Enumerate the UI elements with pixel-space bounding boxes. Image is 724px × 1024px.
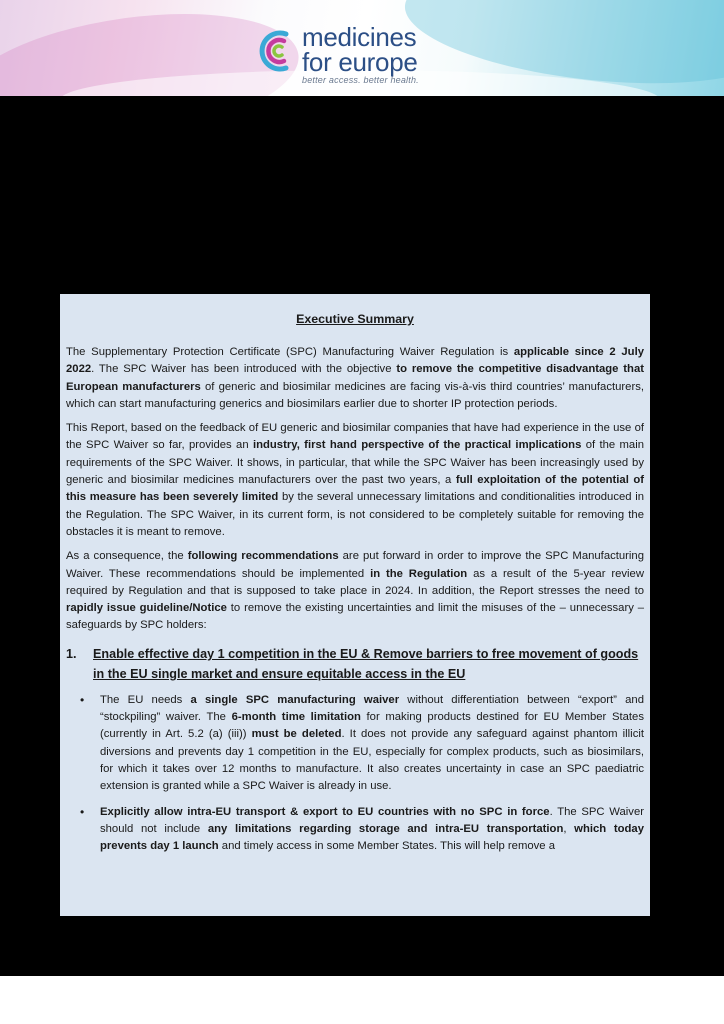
bullet-text bbox=[100, 804, 644, 856]
text-run-bold: following recommendations bbox=[187, 550, 339, 563]
text-run: . The SPC Waiver has been introduced with the objective bbox=[91, 363, 397, 376]
list-item bbox=[66, 804, 644, 856]
text-run: are put forward in order to improve the SPC Manufacturing Waiver. These recommendations should be implemented bbox=[66, 550, 645, 580]
text-run-bold: must be deleted bbox=[251, 728, 342, 741]
text-run: for making products destined for EU Member States (currently in Art. 5.2 (a) (iii)) bbox=[100, 711, 644, 741]
text-run: without differentiation between “export” and “stockpiling” waiver. The bbox=[100, 693, 644, 724]
text-run-bold: full exploitation of the potential of this measure has been severely limited bbox=[66, 474, 644, 504]
text-run: As a consequence, the bbox=[66, 550, 188, 563]
executive-summary-box bbox=[60, 294, 650, 916]
summary-paragraph-2 bbox=[66, 420, 644, 541]
logo-word-medicines: medicines bbox=[302, 22, 417, 52]
text-run-bold: 6-month time limitation bbox=[231, 711, 361, 724]
text-run-bold: Explicitly allow intra-EU transport & export to EU countries with no SPC in force bbox=[100, 805, 550, 818]
text-run: This Report, based on the feedback of EU generic and biosimilar companies that have had experience in the use of the SPC Waiver so far, provides an bbox=[66, 422, 644, 452]
text-run-bold: a single SPC manufacturing waiver bbox=[190, 693, 400, 706]
text-run-bold: applicable since 2 July 2022 bbox=[66, 346, 644, 376]
logo-tagline: better access. better health. bbox=[302, 75, 419, 85]
text-run: . It does not provide any safeguard against phantom illicit diversions and prevents day 1 competition in the EU, especially for complex products, such as biosimilars, for which it takes over 12 months to manufacture. It also creates uncertainty in case an SPC paediatric extension is granted while a SPC Waiver is already in use. bbox=[100, 728, 644, 793]
text-run-bold: in the Regulation bbox=[370, 567, 468, 580]
text-run: and timely access in some Member States. This will help remove a bbox=[218, 840, 555, 853]
recommendation-1-heading bbox=[66, 644, 644, 684]
logo-word-for-europe: for europe bbox=[302, 47, 418, 77]
text-run-bold: industry, first hand perspective of the practical implications bbox=[252, 439, 582, 452]
text-run-bold: to remove the competitive disadvantage that European manufacturers bbox=[66, 363, 644, 393]
text-run: . The SPC Waiver should not include bbox=[100, 805, 645, 835]
text-run-bold: any limitations regarding storage and intra-EU transportation bbox=[207, 822, 564, 835]
text-run: The Supplementary Protection Certificate (SPC) Manufacturing Waiver Regulation is bbox=[66, 346, 514, 358]
text-run: of the main requirements of the SPC Waiver. It shows, in particular, that while the SPC Waiver has been increasingly used by generic and biosimilar medicines manufacturers over the past two years, a bbox=[66, 439, 645, 487]
summary-paragraph-1 bbox=[66, 344, 644, 413]
text-run: as a result of the 5-year review required by Regulation and that is supposed to take place in 2024. In addition, the Report stresses the need to bbox=[66, 567, 644, 597]
summary-paragraph-3 bbox=[66, 548, 644, 634]
recommendation-title: Enable effective day 1 competition in the EU & Remove barriers to free movement of goods in the EU single market and ensure equitable access in the EU bbox=[93, 646, 639, 681]
recommendation-1-bullets bbox=[66, 692, 644, 856]
logo-mark-icon bbox=[256, 26, 296, 76]
bullet-icon: • bbox=[80, 804, 85, 819]
recommendation-number: 1. bbox=[66, 646, 77, 661]
text-run-bold: which today prevents day 1 launch bbox=[100, 822, 644, 853]
bullet-icon: • bbox=[80, 692, 85, 707]
text-run: , bbox=[563, 822, 575, 835]
text-run-bold: rapidly issue guideline/Notice bbox=[66, 602, 227, 615]
text-run: by the several unnecessary limitations and conditionalities introduced in the Regulation. The SPC Waiver, in its current form, is not considered to be completely suitable for removing the obstacles it is meant to remove. bbox=[66, 491, 644, 538]
list-item bbox=[66, 692, 644, 796]
text-run: to remove the existing uncertainties and limit the misuses of the – unnecessary – safeguards by SPC holders: bbox=[66, 602, 645, 632]
text-run: of generic and biosimilar medicines are facing vis-à-vis third countries’ manufacturers, which can start manufacturing generics and biosimilars earlier due to shorter IP protection periods. bbox=[66, 380, 644, 410]
header-banner bbox=[0, 0, 724, 96]
summary-title: Executive Summary bbox=[296, 312, 414, 326]
logo-text bbox=[302, 24, 419, 85]
text-run: The EU needs bbox=[100, 693, 191, 706]
bullet-text bbox=[100, 692, 644, 796]
